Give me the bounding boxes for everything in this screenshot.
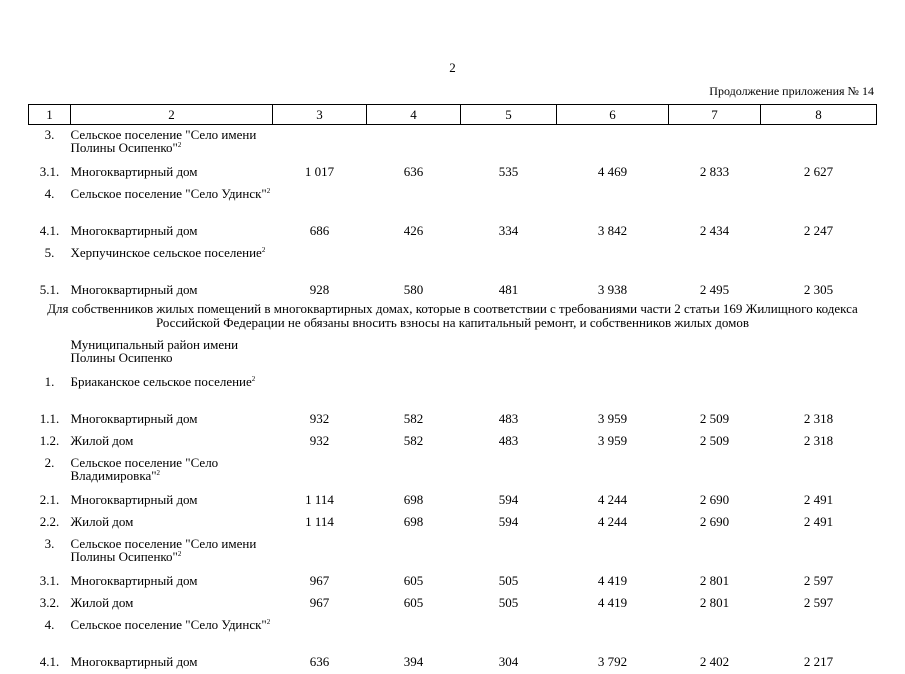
- table-row: [29, 571, 877, 593]
- value-cell: 932: [309, 411, 330, 426]
- section-title-cell: [71, 372, 273, 409]
- value-cell: 2 801: [699, 595, 730, 610]
- value-cell: 535: [498, 164, 519, 179]
- table-row: [29, 280, 877, 302]
- value-cell: 2 495: [699, 282, 730, 297]
- row-name: Многоквартирный дом: [70, 282, 198, 297]
- value-cell: 2 318: [803, 411, 834, 426]
- empty-cell: [273, 243, 877, 280]
- value-cell: 2 491: [803, 514, 834, 529]
- value-cell: 4 244: [597, 492, 628, 507]
- value-cell: 967: [309, 573, 330, 588]
- empty-cell: [273, 534, 877, 571]
- value-cell: 967: [309, 595, 330, 610]
- section-title-cell: [71, 243, 273, 280]
- table-body-section-2: [29, 335, 877, 674]
- value-cell: 2 434: [699, 223, 730, 238]
- value-cell: 1 114: [305, 514, 334, 529]
- value-cell: 582: [403, 433, 424, 448]
- value-cell: 2 217: [803, 654, 834, 669]
- note-row: [29, 302, 877, 335]
- value-cell: 2 491: [803, 492, 834, 507]
- row-number: 4.1.: [39, 223, 60, 238]
- row-number: 3.: [44, 127, 55, 142]
- value-cell: 928: [309, 282, 330, 297]
- footnote-marker: 2: [266, 187, 271, 195]
- table-row: [29, 512, 877, 534]
- value-cell: 2 402: [699, 654, 730, 669]
- value-cell: 2 597: [803, 595, 834, 610]
- section-title: Сельское поселение "Село имени Полины Осипенко": [70, 127, 257, 155]
- value-cell: 483: [498, 411, 519, 426]
- value-cell: 686: [309, 223, 330, 238]
- value-cell: 3 842: [597, 223, 628, 238]
- row-name: Многоквартирный дом: [70, 164, 198, 179]
- row-name: Многоквартирный дом: [70, 654, 198, 669]
- row-number: 3.1.: [39, 164, 60, 179]
- section-title-cell: [71, 534, 273, 571]
- section-title: Сельское поселение "Село Владимировка": [70, 455, 219, 483]
- value-cell: 2 690: [699, 492, 730, 507]
- value-cell: 2 318: [803, 433, 834, 448]
- row-number: 2.: [44, 455, 55, 470]
- value-cell: 1 114: [305, 492, 334, 507]
- value-cell: 2 509: [699, 411, 730, 426]
- table-body-section-1: [29, 125, 877, 303]
- header-row: [29, 105, 877, 125]
- section-title: Херпучинское сельское поселение: [70, 245, 262, 260]
- section-title-row: [29, 335, 877, 372]
- section-title-cell: [71, 335, 273, 372]
- value-cell: 594: [498, 514, 519, 529]
- section-title-cell: [71, 125, 273, 163]
- section-title-row: [29, 372, 877, 409]
- row-number: 4.: [44, 617, 55, 632]
- value-cell: 1 017: [304, 164, 335, 179]
- value-cell: 2 627: [803, 164, 834, 179]
- section-title-row: [29, 615, 877, 652]
- value-cell: 3 792: [597, 654, 628, 669]
- column-header: 8: [761, 105, 877, 125]
- value-cell: 426: [403, 223, 424, 238]
- value-cell: 594: [498, 492, 519, 507]
- value-cell: 4 419: [597, 595, 628, 610]
- column-header: 3: [273, 105, 367, 125]
- value-cell: 3 959: [597, 411, 628, 426]
- value-cell: 582: [403, 411, 424, 426]
- value-cell: 505: [498, 595, 519, 610]
- row-number: 3.: [44, 536, 55, 551]
- value-cell: 932: [309, 433, 330, 448]
- page-number: 2: [449, 60, 456, 75]
- empty-cell: [273, 335, 877, 372]
- value-cell: 636: [309, 654, 330, 669]
- value-cell: 481: [498, 282, 519, 297]
- value-cell: 3 959: [597, 433, 628, 448]
- row-number: 5.: [44, 245, 55, 260]
- row-number: 3.2.: [39, 595, 60, 610]
- table-row: [29, 431, 877, 453]
- section-title-cell: [71, 453, 273, 490]
- table-row: [29, 490, 877, 512]
- value-cell: 605: [403, 595, 424, 610]
- value-cell: 505: [498, 573, 519, 588]
- section-title-row: [29, 243, 877, 280]
- value-cell: 2 690: [699, 514, 730, 529]
- section-title: Сельское поселение "Село Удинск": [70, 617, 267, 632]
- empty-cell: [273, 615, 877, 652]
- row-number: 5.1.: [39, 282, 60, 297]
- row-name: Многоквартирный дом: [70, 223, 198, 238]
- table-row: [29, 162, 877, 184]
- value-cell: 580: [403, 282, 424, 297]
- footnote-marker: 2: [156, 469, 161, 477]
- section-title-cell: [71, 184, 273, 221]
- value-cell: 394: [403, 654, 424, 669]
- row-number: 1.2.: [39, 433, 60, 448]
- footnote-marker: 2: [177, 550, 182, 558]
- table-row: [29, 593, 877, 615]
- value-cell: 4 419: [597, 573, 628, 588]
- value-cell: 483: [498, 433, 519, 448]
- value-cell: 2 305: [803, 282, 834, 297]
- column-header: 7: [669, 105, 761, 125]
- value-cell: 2 509: [699, 433, 730, 448]
- section-title-row: [29, 534, 877, 571]
- value-cell: 2 801: [699, 573, 730, 588]
- footnote-marker: 2: [177, 141, 182, 149]
- continuation-label: Продолжение приложения № 14: [709, 84, 874, 98]
- value-cell: 2 597: [803, 573, 834, 588]
- row-name: Многоквартирный дом: [70, 573, 198, 588]
- row-number: 1.1.: [39, 411, 60, 426]
- value-cell: 334: [498, 223, 519, 238]
- table-row: [29, 221, 877, 243]
- section-title-row: [29, 184, 877, 221]
- value-cell: 2 247: [803, 223, 834, 238]
- column-header: 1: [29, 105, 71, 125]
- empty-cell: [273, 453, 877, 490]
- table-row: [29, 652, 877, 674]
- value-cell: 698: [403, 492, 424, 507]
- value-cell: 4 244: [597, 514, 628, 529]
- row-number: 3.1.: [39, 573, 60, 588]
- footnote-marker: 2: [251, 375, 256, 383]
- value-cell: 304: [498, 654, 519, 669]
- empty-cell: [273, 184, 877, 221]
- section-title-row: [29, 125, 877, 163]
- note-text: Для собственников жилых помещений в многоквартирных домах, которые в соответствии с требованиями части 2 статьи 169 Жилищного кодекса Российской Федерации не обязаны вносить взносы на капитальный ремонт, и собственников жилых домов: [47, 301, 858, 330]
- table-row: [29, 409, 877, 431]
- column-header: 6: [557, 105, 669, 125]
- value-cell: 698: [403, 514, 424, 529]
- column-header: 5: [461, 105, 557, 125]
- row-name: Жилой дом: [70, 595, 134, 610]
- footnote-marker: 2: [261, 246, 266, 254]
- empty-cell: [273, 372, 877, 409]
- value-cell: 2 833: [699, 164, 730, 179]
- row-name: Многоквартирный дом: [70, 492, 198, 507]
- tariff-table: [28, 104, 877, 674]
- value-cell: 636: [403, 164, 424, 179]
- value-cell: 3 938: [597, 282, 628, 297]
- note-section: [29, 302, 877, 335]
- section-title: Муниципальный район имени Полины Осипенко: [70, 337, 239, 365]
- section-title: Сельское поселение "Село имени Полины Осипенко": [70, 536, 257, 564]
- section-title: Сельское поселение "Село Удинск": [70, 186, 267, 201]
- column-header: 4: [367, 105, 461, 125]
- column-header: 2: [71, 105, 273, 125]
- footnote-marker: 2: [266, 618, 271, 626]
- row-number: 4.1.: [39, 654, 60, 669]
- row-name: Жилой дом: [70, 514, 134, 529]
- row-name: Жилой дом: [70, 433, 134, 448]
- row-number: 4.: [44, 186, 55, 201]
- row-number: 2.2.: [39, 514, 60, 529]
- value-cell: 4 469: [597, 164, 628, 179]
- empty-cell: [273, 125, 877, 163]
- row-number: 2.1.: [39, 492, 60, 507]
- row-number: 1.: [44, 374, 55, 389]
- row-number: [29, 335, 71, 372]
- value-cell: 605: [403, 573, 424, 588]
- section-title: Бриаканское сельское поселение: [70, 374, 252, 389]
- section-title-cell: [71, 615, 273, 652]
- section-title-row: [29, 453, 877, 490]
- row-name: Многоквартирный дом: [70, 411, 198, 426]
